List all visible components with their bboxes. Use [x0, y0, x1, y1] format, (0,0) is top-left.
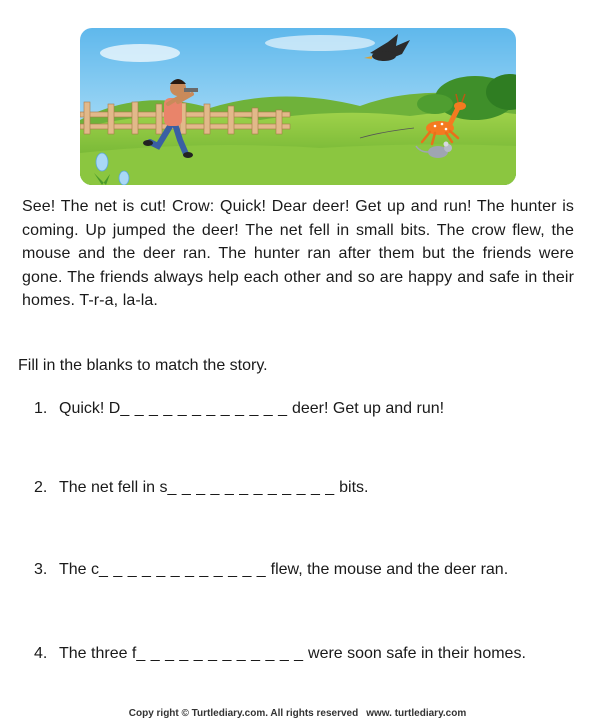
question-text-before: The net fell in s	[59, 479, 168, 496]
question-text-after: flew, the mouse and the deer ran.	[266, 561, 509, 578]
question-text-after: were soon safe in their homes.	[303, 645, 526, 662]
story-illustration	[80, 28, 516, 185]
question-number: 1.	[34, 400, 48, 417]
answer-blank[interactable]: _ _ _ _ _ _ _ _ _ _ _ _	[99, 561, 267, 578]
story-paragraph: See! The net is cut! Crow: Quick! Dear deer! Get up and run! The hunter is coming. Up jumped the deer! The net fell in small bits. The crow flew, the mouse and the deer ran. The hunter ran after them but the friends were gone. The friends always help each other and so are happy and safe in their homes. T-r-a, la-la.	[22, 198, 574, 309]
question-text-after: deer! Get up and run!	[287, 400, 445, 417]
question-number: 2.	[34, 479, 48, 496]
question-number: 3.	[34, 561, 48, 578]
instructions-text: Fill in the blanks to match the story.	[18, 357, 268, 374]
website-link[interactable]: www. turtlediary.com	[366, 708, 467, 719]
question-1	[34, 400, 444, 418]
question-2	[34, 479, 368, 497]
hunter-chasing-animals-scene	[80, 28, 516, 185]
page-footer	[0, 708, 595, 719]
question-text-after: bits.	[334, 479, 369, 496]
question-4	[34, 645, 526, 663]
question-text-before: The c	[59, 561, 100, 578]
answer-blank[interactable]: _ _ _ _ _ _ _ _ _ _ _ _	[167, 479, 335, 496]
answer-blank[interactable]: _ _ _ _ _ _ _ _ _ _ _ _	[136, 645, 304, 662]
answer-blank[interactable]: _ _ _ _ _ _ _ _ _ _ _ _	[120, 400, 288, 417]
question-number: 4.	[34, 645, 48, 662]
question-text-before: Quick! D	[59, 400, 121, 417]
question-3	[34, 561, 508, 579]
question-text-before: The three f	[59, 645, 137, 662]
copyright-text: Copy right © Turtlediary.com. All rights reserved	[128, 708, 359, 719]
